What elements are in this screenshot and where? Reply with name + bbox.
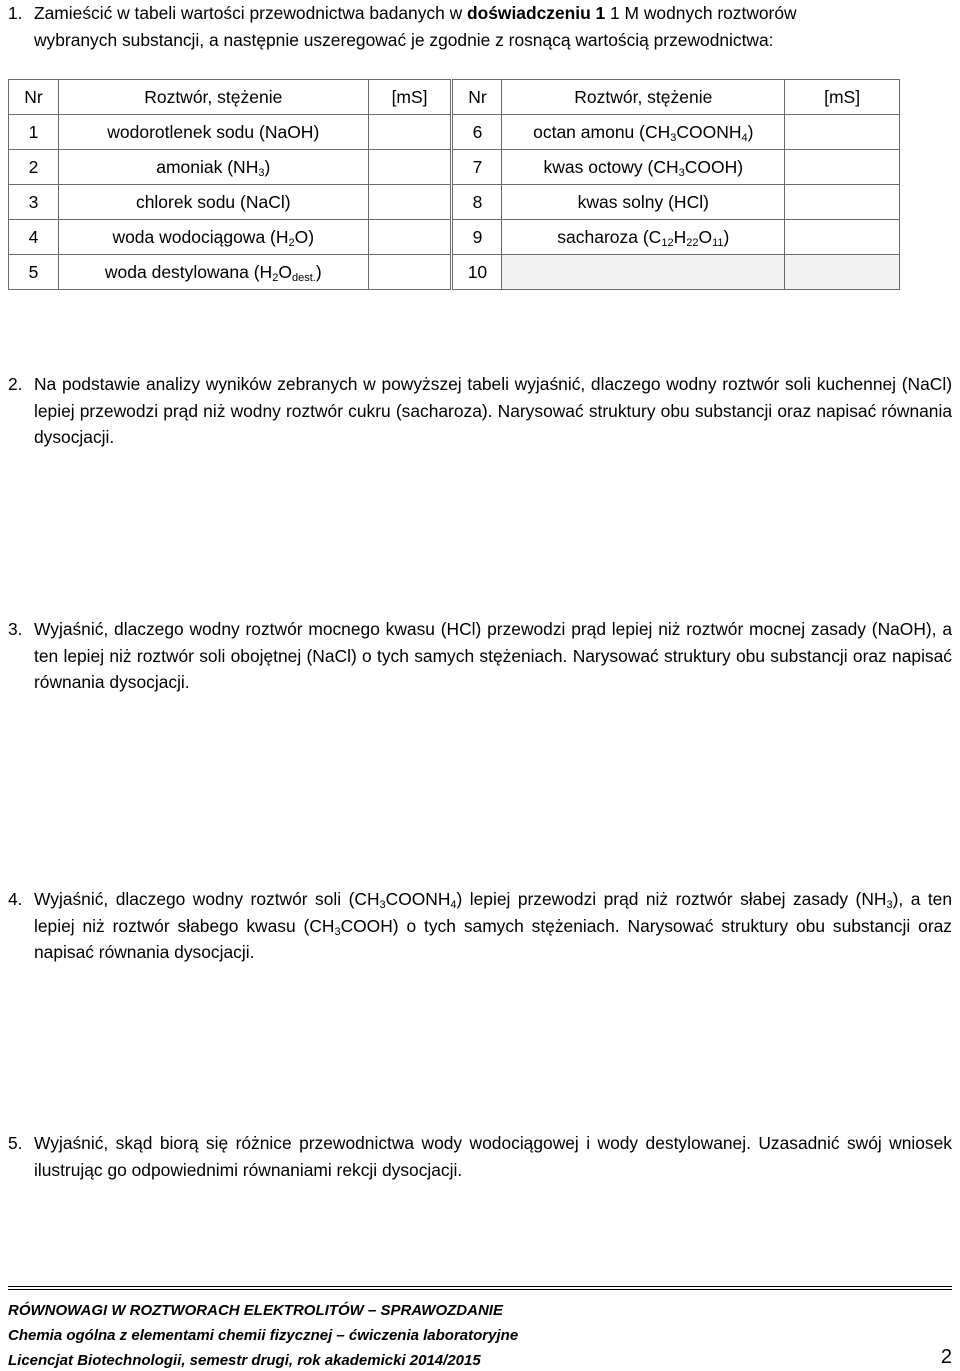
row-solution: wodorotlenek sodu (NaOH) <box>58 115 368 150</box>
conductivity-table <box>8 79 900 290</box>
table-row <box>9 220 900 255</box>
empty-cell <box>785 255 900 290</box>
row-nr: 9 <box>452 220 502 255</box>
value-cell[interactable] <box>785 115 900 150</box>
question-text: Wyjaśnić, dlaczego wodny roztwór soli $(CH_3COONH_4)$ lepiej przewodzi prąd niż roztwór słabej zasady $(NH_3)$, a ten lepiej niż roztwór słabego kwasu $(CH_3COOH)$ o tych samych stężeniach. Narysować struktury obu substancji oraz napisać równania dysocjacji. <box>34 889 953 962</box>
header-ms: [mS] <box>785 80 900 115</box>
row-nr: 6 <box>452 115 502 150</box>
header-solution: Roztwór, stężenie <box>502 80 785 115</box>
question-number: 4. <box>8 889 23 909</box>
row-solution: kwas octowy $(CH_3COOH)$ <box>502 150 785 185</box>
row-nr: 10 <box>452 255 502 290</box>
question-text: 1 M wodnych roztworów <box>605 3 797 23</box>
row-solution: chlorek sodu (NaCl) <box>58 185 368 220</box>
row-nr: 8 <box>452 185 502 220</box>
footer-program: Licencjat Biotechnologii, semestr drugi, rok akademicki 2014/2015 <box>8 1352 481 1369</box>
question-text-bold: doświadczeniu 1 <box>467 3 606 23</box>
value-cell[interactable] <box>785 150 900 185</box>
table-header-row <box>9 80 900 115</box>
value-cell[interactable] <box>785 220 900 255</box>
row-nr: 2 <box>9 150 59 185</box>
question-number: 2. <box>8 374 23 394</box>
row-nr: 3 <box>9 185 59 220</box>
value-cell[interactable] <box>785 185 900 220</box>
question-2 <box>8 371 952 451</box>
row-solution: amoniak $(NH_3)$ <box>58 150 368 185</box>
footer-divider <box>8 1286 952 1287</box>
row-solution: woda destylowana $(H_2O_{dest.})$ <box>58 255 368 290</box>
question-text: wybranych substancji, a następnie uszeregować je zgodnie z rosnącą wartością przewodnictwa: <box>34 29 774 50</box>
table-row <box>9 255 900 290</box>
row-nr: 1 <box>9 115 59 150</box>
value-cell[interactable] <box>368 220 452 255</box>
question-number: 3. <box>8 619 23 639</box>
footer-divider <box>8 1289 952 1290</box>
header-solution: Roztwór, stężenie <box>58 80 368 115</box>
header-ms: [mS] <box>368 80 452 115</box>
table-row <box>9 115 900 150</box>
question-text: Wyjaśnić, dlaczego wodny roztwór mocnego kwasu (HCl) przewodzi prąd lepiej niż roztwór mocnej zasady (NaOH), a ten lepiej niż roztwór soli obojętnej (NaCl) o tych samych stężeniach. Narysować struktury obu substancji oraz napisać równania dysocjacji. <box>34 619 952 692</box>
footer-course: Chemia ogólna z elementami chemii fizycznej – ćwiczenia laboratoryjne <box>8 1327 519 1344</box>
row-nr: 4 <box>9 220 59 255</box>
value-cell[interactable] <box>368 115 452 150</box>
value-cell[interactable] <box>368 150 452 185</box>
row-solution: woda wodociągowa $(H_2O)$ <box>58 220 368 255</box>
question-number: 1. <box>8 3 23 23</box>
row-solution: octan amonu $(CH_3COONH_4)$ <box>502 115 785 150</box>
question-text: Na podstawie analizy wyników zebranych w powyższej tabeli wyjaśnić, dlaczego wodny roztwór soli kuchennej (NaCl) lepiej przewodzi prąd niż wodny roztwór cukru (sacharoza). Narysować struktury obu substancji oraz napisać równania dysocjacji. <box>34 374 952 447</box>
question-number: 5. <box>8 1133 23 1153</box>
question-1 <box>8 0 952 53</box>
question-4 <box>8 886 952 966</box>
question-3 <box>8 616 952 696</box>
footer-title: RÓWNOWAGI W ROZTWORACH ELEKTROLITÓW – SPRAWOZDANIE <box>8 1302 503 1319</box>
header-nr: Nr <box>452 80 502 115</box>
table-row <box>9 150 900 185</box>
row-nr: 5 <box>9 255 59 290</box>
header-nr: Nr <box>9 80 59 115</box>
row-solution: sacharoza $(C_{12}H_{22}O_{11})$ <box>502 220 785 255</box>
page-number: 2 <box>940 1346 952 1368</box>
question-text: Wyjaśnić, skąd biorą się różnice przewodnictwa wody wodociągowej i wody destylowanej. Uzasadnić swój wniosek ilustrując go odpowiednimi równaniami rekcji dysocjacji. <box>34 1133 952 1180</box>
row-solution: kwas solny (HCl) <box>502 185 785 220</box>
value-cell[interactable] <box>368 185 452 220</box>
empty-cell <box>502 255 785 290</box>
table-row <box>9 185 900 220</box>
row-nr: 7 <box>452 150 502 185</box>
value-cell[interactable] <box>368 255 452 290</box>
question-text: Zamieścić w tabeli wartości przewodnictwa badanych w <box>34 3 468 23</box>
question-5 <box>8 1130 952 1183</box>
